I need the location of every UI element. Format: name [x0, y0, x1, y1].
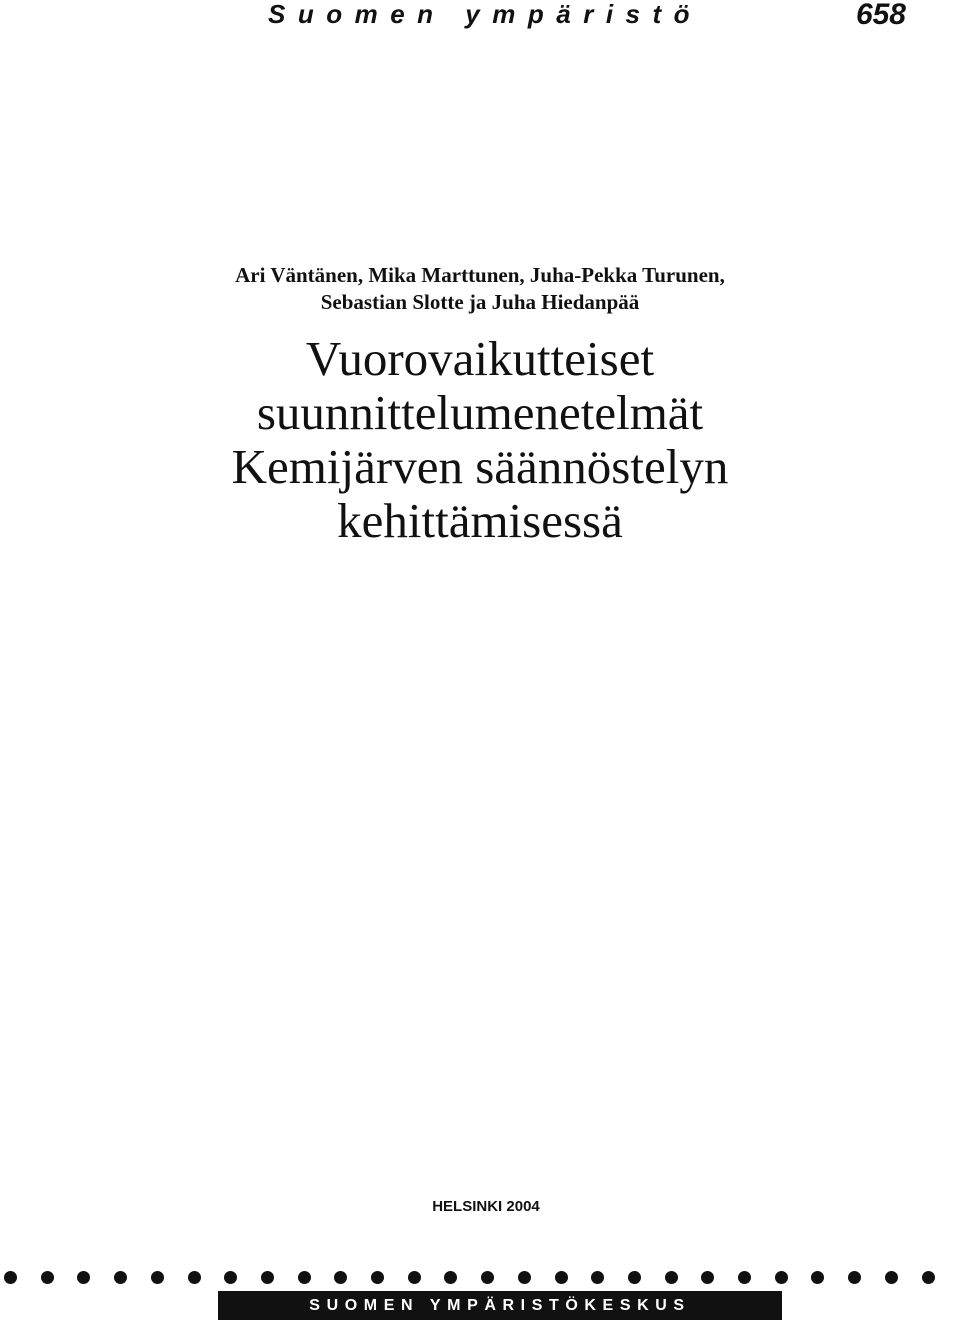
publisher-bar: SUOMEN YMPÄRISTÖKESKUS	[218, 1291, 782, 1320]
decorative-dot	[444, 1271, 457, 1284]
decorative-dot	[738, 1271, 751, 1284]
decorative-dot	[775, 1271, 788, 1284]
decorative-dot	[41, 1271, 54, 1284]
decorative-dot-row	[4, 1271, 960, 1285]
author-line: Ari Väntänen, Mika Marttunen, Juha-Pekka Turunen,	[235, 263, 725, 287]
decorative-dot	[591, 1271, 604, 1284]
decorative-dot	[811, 1271, 824, 1284]
decorative-dot	[408, 1271, 421, 1284]
decorative-dot	[371, 1271, 384, 1284]
decorative-dot	[4, 1271, 17, 1284]
decorative-dot	[77, 1271, 90, 1284]
decorative-dot	[518, 1271, 531, 1284]
decorative-dot	[848, 1271, 861, 1284]
decorative-dot	[555, 1271, 568, 1284]
decorative-dot	[885, 1271, 898, 1284]
decorative-dot	[481, 1271, 494, 1284]
decorative-dot	[114, 1271, 127, 1284]
decorative-dot	[261, 1271, 274, 1284]
decorative-dot	[628, 1271, 641, 1284]
author-list	[0, 262, 960, 316]
decorative-dot	[298, 1271, 311, 1284]
decorative-dot	[665, 1271, 678, 1284]
title-line: Vuorovaikutteiset	[305, 331, 655, 386]
title-line: suunnittelumenetelmät	[256, 385, 704, 440]
title-line: kehittämisessä	[337, 493, 623, 548]
title-line: Kemijärven säännöstelyn	[231, 439, 729, 494]
document-title	[0, 332, 960, 548]
series-title: Suomen ympäristö	[268, 0, 703, 29]
place-and-year: HELSINKI 2004	[432, 1198, 540, 1215]
decorative-dot	[701, 1271, 714, 1284]
series-number: 658	[855, 0, 906, 31]
decorative-dot	[334, 1271, 347, 1284]
decorative-dot	[188, 1271, 201, 1284]
author-line: Sebastian Slotte ja Juha Hiedanpää	[320, 290, 640, 314]
decorative-dot	[224, 1271, 237, 1284]
decorative-dot	[151, 1271, 164, 1284]
decorative-dot	[922, 1271, 935, 1284]
